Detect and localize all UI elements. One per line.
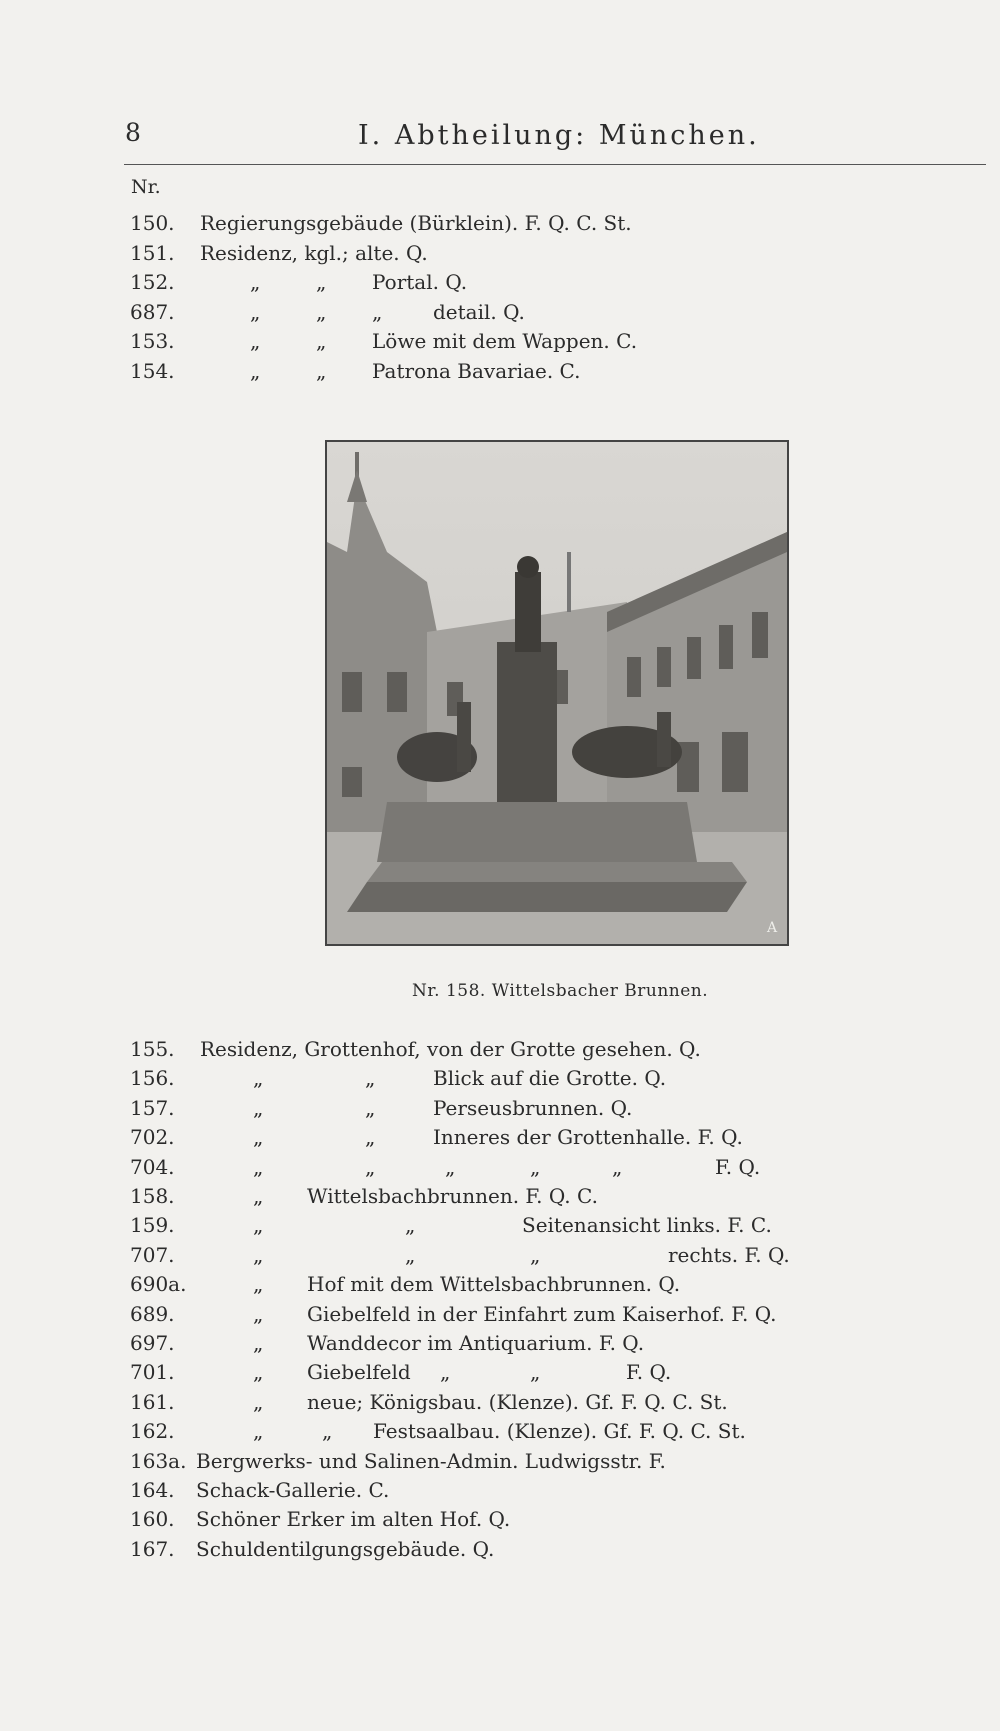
entry-text: detail. Q.	[433, 299, 525, 324]
ditto-mark: „	[250, 329, 261, 353]
entry-text: Schuldentilgungsgebäude. Q.	[196, 1536, 495, 1561]
entry-text: Residenz, Grottenhof, von der Grotte gesehen. Q.	[200, 1037, 701, 1061]
entry-text: Giebelfeld in der Einfahrt zum Kaiserhof. F. Q.	[307, 1301, 777, 1326]
page-number: 8	[125, 118, 141, 147]
entry-text: Giebelfeld	[307, 1360, 411, 1385]
ditto-mark: „	[316, 270, 327, 294]
entry-number: 157.	[130, 1095, 175, 1120]
entry-number: 159.	[130, 1213, 175, 1238]
entry-text: Schack-Gallerie. C.	[196, 1478, 390, 1502]
entry-number: 690a.	[130, 1272, 187, 1297]
ditto-mark: „	[365, 1066, 376, 1091]
entry-number: 156.	[130, 1066, 175, 1091]
ditto-mark: „	[530, 1360, 541, 1385]
ditto-mark: „	[250, 299, 261, 324]
entry-number: 707.	[130, 1242, 175, 1267]
entry-number: 701.	[130, 1360, 175, 1385]
entry-text: Wittelsbachbrunnen. F. Q. C.	[307, 1184, 598, 1208]
fountain-photograph	[325, 440, 789, 946]
ditto-mark: „	[253, 1389, 264, 1414]
entry-text: Festsaalbau. (Klenze). Gf. F. Q. C. St.	[373, 1419, 746, 1444]
ditto-mark: „	[405, 1213, 416, 1238]
figure-caption: Nr. 158. Wittelsbacher Brunnen.	[412, 981, 709, 1001]
ditto-mark: „	[253, 1095, 264, 1120]
ditto-mark: „	[405, 1242, 416, 1267]
entry-text: Perseusbrunnen. Q.	[433, 1095, 633, 1120]
ditto-mark: „	[530, 1154, 541, 1179]
entry-number: 153.	[130, 329, 175, 353]
entry-number: 697.	[130, 1331, 175, 1355]
entry-text: Inneres der Grottenhalle. F. Q.	[433, 1125, 743, 1150]
entry-number: 161.	[130, 1389, 175, 1414]
entry-number: 687.	[130, 299, 175, 324]
ditto-mark: „	[253, 1419, 264, 1444]
ditto-mark: „	[253, 1125, 264, 1150]
entry-text: Patrona Bavariae. C.	[372, 358, 581, 383]
entry-text: neue; Königsbau. (Klenze). Gf. F. Q. C. St.	[307, 1389, 728, 1414]
ditto-mark: „	[365, 1125, 376, 1150]
entry-number: 702.	[130, 1125, 175, 1150]
column-label-nr: Nr.	[131, 176, 161, 198]
ditto-mark: „	[253, 1331, 264, 1355]
ditto-mark: „	[365, 1095, 376, 1120]
ditto-mark: „	[250, 358, 261, 383]
entry-number: 152.	[130, 270, 175, 294]
ditto-mark: „	[445, 1154, 456, 1179]
entry-number: 155.	[130, 1037, 175, 1061]
ditto-mark: „	[316, 358, 327, 383]
ditto-mark: „	[612, 1154, 623, 1179]
ditto-mark: „	[253, 1301, 264, 1326]
ditto-mark: „	[316, 329, 327, 353]
entry-text: rechts. F. Q.	[668, 1242, 790, 1267]
entry-number: 154.	[130, 358, 175, 383]
ditto-mark: „	[440, 1360, 451, 1385]
ditto-mark: „	[253, 1272, 264, 1297]
entry-text: Löwe mit dem Wappen. C.	[372, 329, 638, 353]
photo-monogram: A	[767, 920, 778, 936]
fountain-illustration	[327, 442, 787, 944]
entry-number: 150.	[130, 211, 175, 235]
entry-number: 151.	[130, 240, 175, 265]
ditto-mark: „	[253, 1242, 264, 1267]
entry-number: 158.	[130, 1184, 175, 1208]
ditto-mark: „	[316, 299, 327, 324]
entry-text: Seitenansicht links. F. C.	[522, 1213, 772, 1238]
entry-text: Regierungsgebäude (Bürklein). F. Q. C. St.	[200, 211, 632, 235]
ditto-mark: „	[253, 1154, 264, 1179]
ditto-mark: „	[253, 1213, 264, 1238]
entry-number: 162.	[130, 1419, 175, 1444]
entry-number: 164.	[130, 1478, 175, 1502]
entry-number: 160.	[130, 1507, 175, 1532]
entry-number: 167.	[130, 1536, 175, 1561]
running-title: I. Abtheilung: München.	[358, 120, 760, 151]
entry-text: Wanddecor im Antiquarium. F. Q.	[307, 1331, 645, 1355]
entry-text: F. Q.	[626, 1360, 672, 1385]
ditto-mark: „	[253, 1066, 264, 1091]
entry-text: F. Q.	[715, 1154, 761, 1179]
entry-number: 704.	[130, 1154, 175, 1179]
entry-text: Schöner Erker im alten Hof. Q.	[196, 1507, 511, 1532]
ditto-mark: „	[530, 1242, 541, 1267]
entry-number: 163a.	[130, 1448, 187, 1473]
ditto-mark: „	[365, 1154, 376, 1179]
entry-text: Hof mit dem Wittelsbachbrunnen. Q.	[307, 1272, 681, 1297]
ditto-mark: „	[322, 1419, 333, 1444]
ditto-mark: „	[253, 1184, 264, 1208]
entry-text: Portal. Q.	[372, 270, 468, 294]
entry-text: Residenz, kgl.; alte. Q.	[200, 240, 428, 265]
entry-number: 689.	[130, 1301, 175, 1326]
ditto-mark: „	[253, 1360, 264, 1385]
entry-text: Blick auf die Grotte. Q.	[433, 1066, 667, 1091]
ditto-mark: „	[250, 270, 261, 294]
ditto-mark: „	[372, 299, 383, 324]
entry-text: Bergwerks- und Salinen-Admin. Ludwigsstr. F.	[196, 1448, 666, 1473]
